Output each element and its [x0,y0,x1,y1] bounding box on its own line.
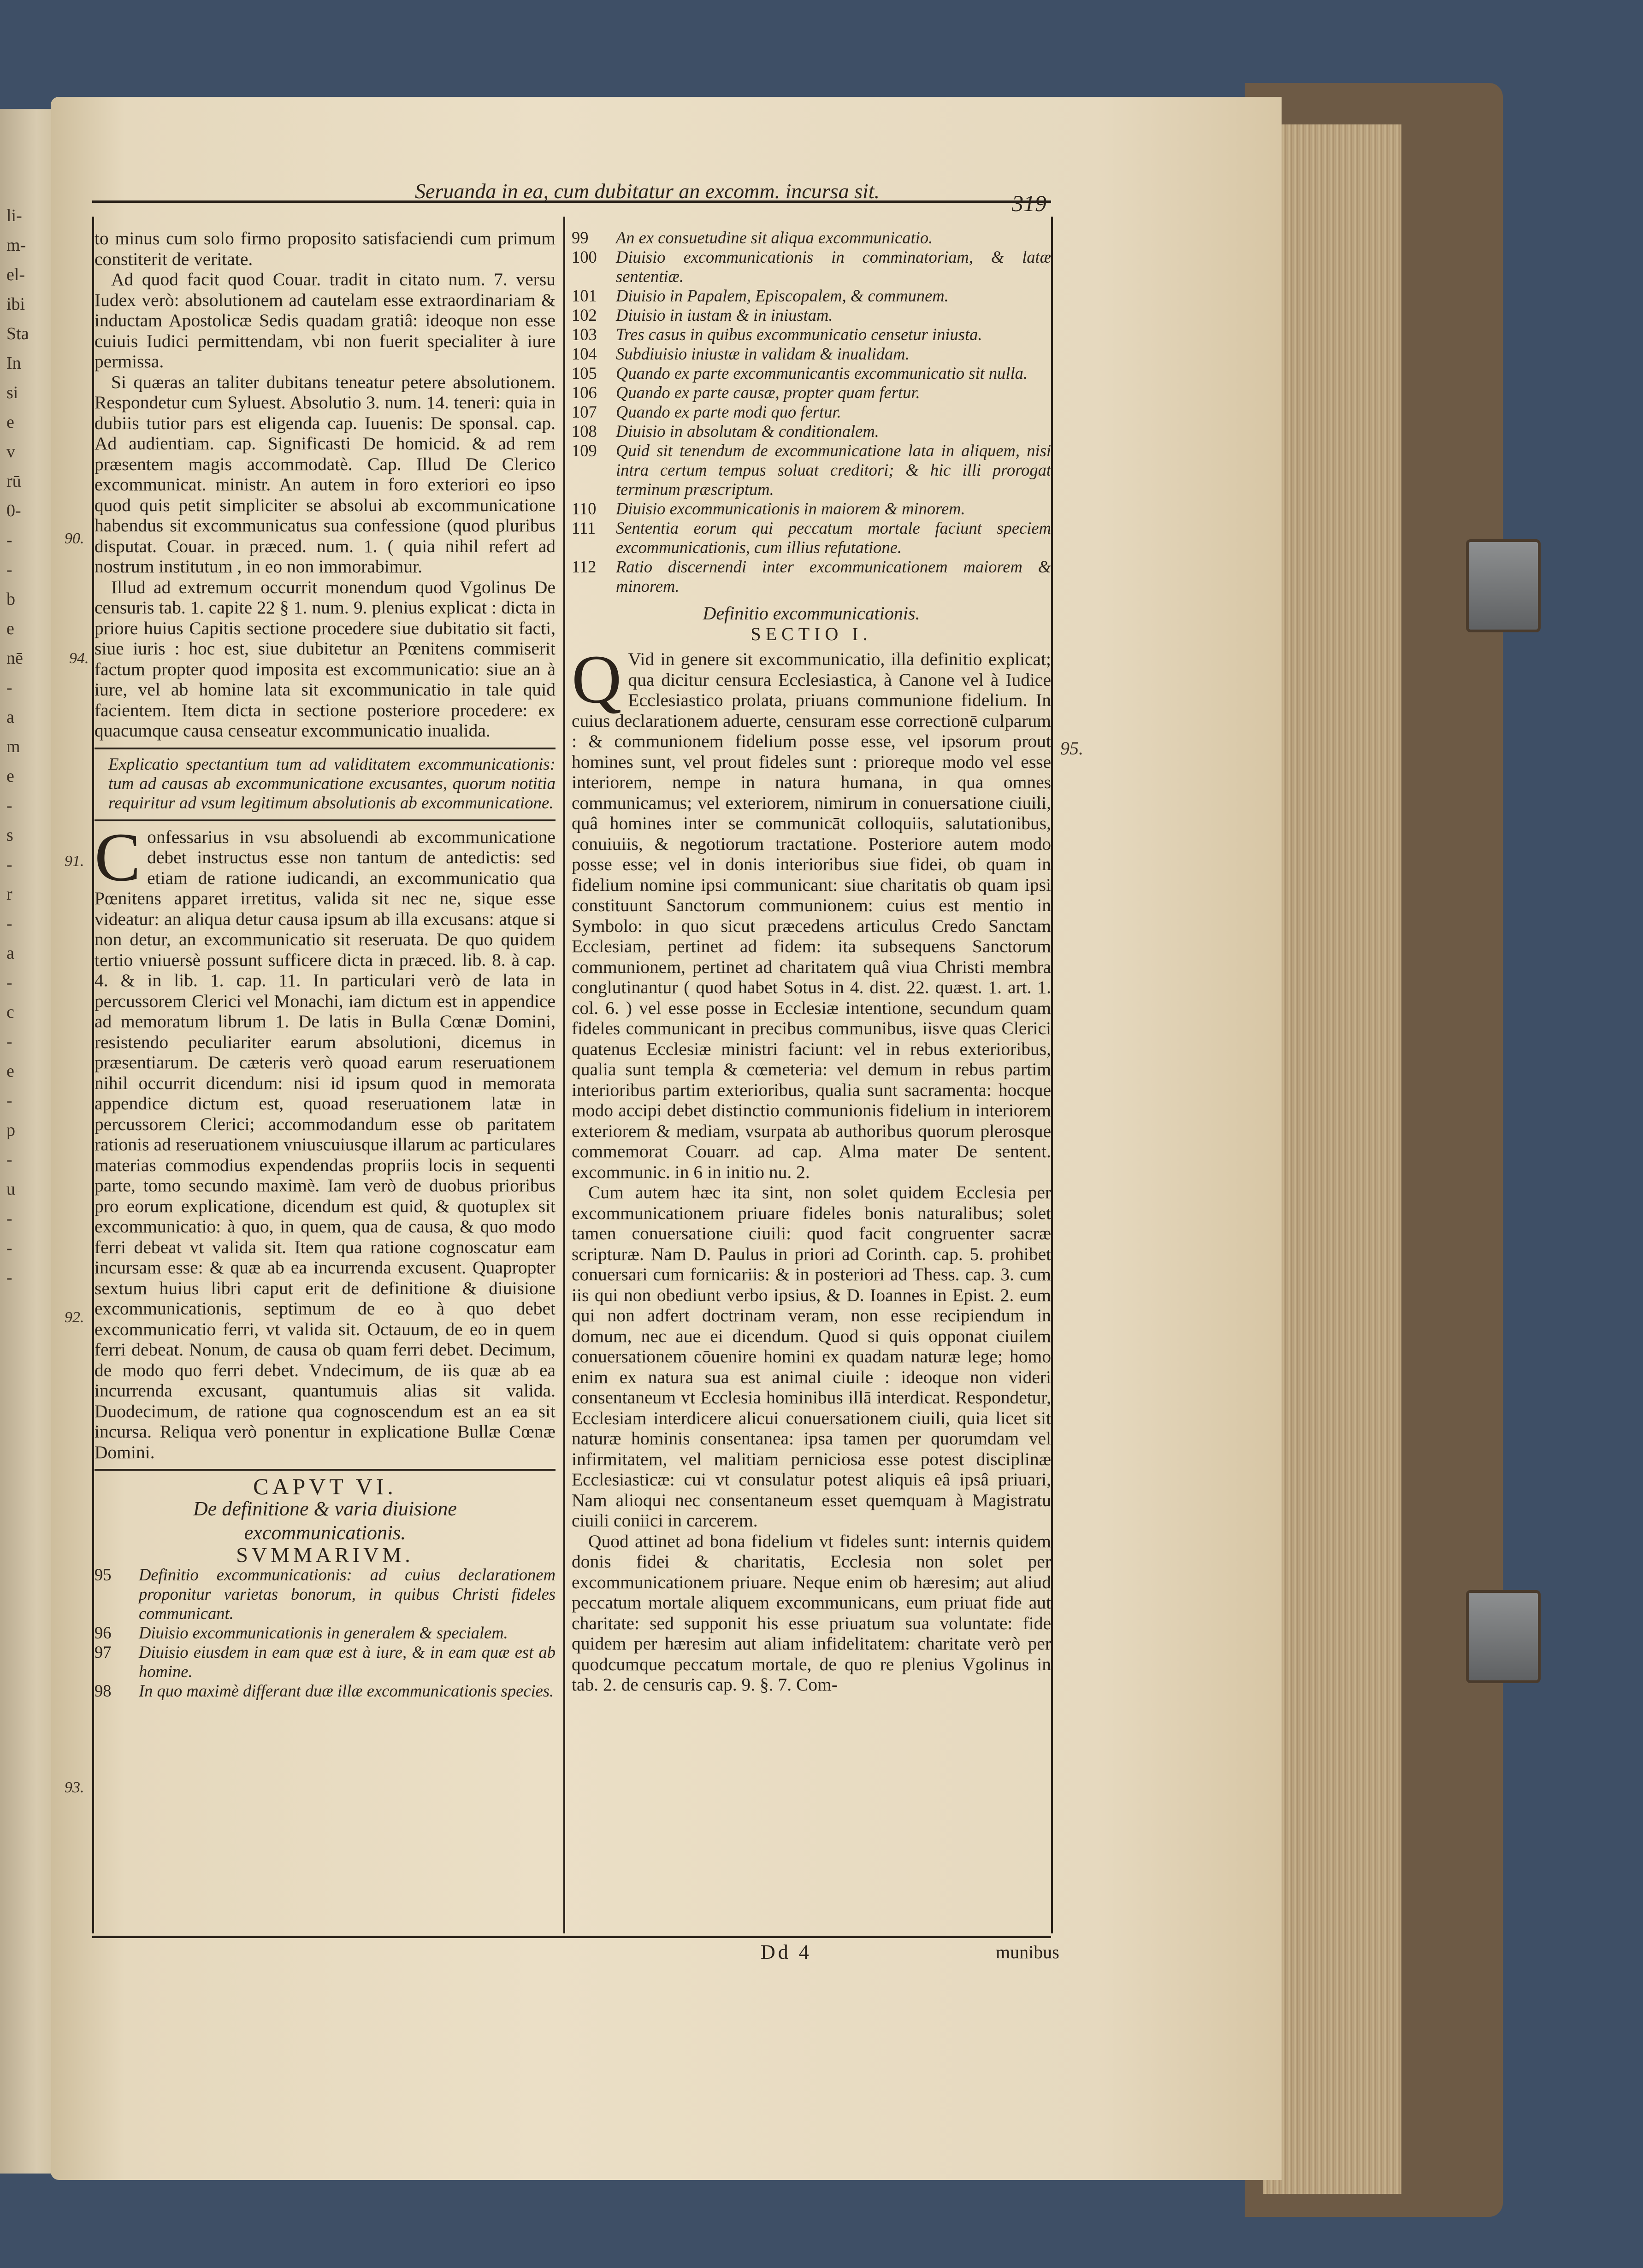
left-page-word: si [6,383,18,402]
paragraph: Si quæras an taliter dubitans teneatur petere absolutionem. Respondetur cum Syluest. Absolutio 3. num. 14. teneri: quia in dubiis tutior pars est eligenda cap. Iuuenis: De sponsal. cap. Ad audientiam. cap. Significasti De homicid. & ad rem præsentem magis accommodatè. Cap. Illud De Clerico excommunicat. ministr. An autem in foro exteriori eo ipso quod quis petit simpliciter se absolui ab excommunicatione habendus sit excommunicatus sua confessione (quod pluribus disputat. Couar. in præced. num. 1. ( quia nihil refert ad nostrum institutum , in eo non immorabimur. [95,371,556,577]
left-page-word: - [6,796,12,815]
left-page-word: m [6,737,20,756]
left-page-word: - [6,1209,12,1228]
frame-center-rule [563,217,565,1933]
summary-item [572,499,1051,518]
left-page-word: s [6,825,13,845]
summary-item-text: Diuisio in absolutam & conditionalem. [616,422,879,441]
summary-item-number: 105 [572,364,597,383]
paragraph-text: Vid in genere sit excommunicatio, illa definitio explicat; qua dicitur censura Ecclesiastica, à Canone vel à Iudice Ecclesiastico prolata, priuans communione fidelium. In cuius declarationem aduerte, censuram esse correctionē culparum : & communionem fidelium posse esse, vel ipsorum prout homines sunt, vel prout fideles sunt : prioreque modo vel esse interiorem, nempe in natura humana, in qua omnes communicamus; vel exteriorem, nimirum in conuersatione ciuili, quâ homines inter se communicāt colloquiis, salutationibus, conuiuiis, & negotiorum tractatione. Posteriore autem modo posse esse; vel in donis interioribus siue fidei, ob quam in fidelium nomine ipsi communicant: siue charitatis ob quam ipsi constituunt Sanctorum communionem: cuius est mentio in Symbolo: in quo sicut præcedens articulus Credo Sanctam Ecclesiam, pertinet ad fidem: ita subsequens Sanctorum communionem, pertinet ad charitatem quâ viua Christi membra conglutinantur ( quod habet Sotus in 4. dist. 22. quæst. 1. art. 1. col. 6. ) vel esse posse in Ecclesiæ intentione, secundum quam fideles communicant in precibus communibus, iisve quas Clerici quatenus Ecclesiæ ministri faciunt: vel in rebus exterioribus, qualia sunt templa & cœmeteria: vel demum in rebus partim interioribus partim exterioribus, qualia sunt sacramenta: hocque modo accipi debet distinctio communionis fidelium in interiorem exteriorem & mediam, vsurpata ab authoribus quorum plerosque commemorat Couarr. ad cap. Alma mater De sentent. excommunic. in 6 in initio nu. 2. [572,649,1051,1182]
summary-item-number: 112 [572,557,597,576]
paragraph: Illud ad extremum occurrit monendum quod Vgolinus De censuris tab. 1. capite 22 § 1. num. 9. plenius explicat : dicta in priore huius Capitis sectione procedere siue dubitatio sit facti, siue iuris : hoc est, siue dubitetur an Pœnitens commiserit factum propter quod imposita est excommunicatio: siue an à iure, vel ab homine lata sit excommunicatio in tale quid facientem. Item dicta in sectione posteriore procedere: ex quacumque causa censeatur excommunicatio inualida. [95,577,556,741]
left-page-text [6,201,53,1292]
left-page-word: r [6,884,12,904]
left-page-word: - [6,973,12,992]
divider [95,748,556,749]
left-page-word: - [6,914,12,933]
left-page-word: e [6,1061,14,1081]
summary-item-number: 108 [572,422,597,441]
summary-item-number: 96 [95,1623,112,1642]
frame-right-rule [1051,217,1053,1933]
summary-item [95,1623,556,1643]
left-page-word: rū [6,471,21,491]
summary-item [572,286,1051,306]
left-page-word: m- [6,236,26,255]
summary-item-number: 104 [572,344,597,363]
left-page-word: nē [6,648,23,668]
drop-cap: Q [572,641,622,718]
summary-item-text: Definitio excommunicationis: ad cuius declarationem proponitur varietas bonorum, in quibus Christi fideles communicant. [139,1565,556,1623]
margin-number-95: 95. [1060,738,1083,759]
summary-item-number: 98 [95,1681,112,1700]
left-page-word: v [6,442,15,461]
chapter-heading: CAPVT VI. [253,1473,397,1499]
left-page-word: b [6,589,15,609]
explicatio-heading: Explicatio spectantium tum ad validitatem excommunicationis: tum ad causas ab excommunicatione excusantes, quorum notitia requiritur ad vsum legitimum absolutionis ab excommunicatione. [108,754,556,813]
summary-item [572,518,1051,557]
frame-left-rule [92,217,94,1933]
paragraph-with-dropcap [572,641,1051,1182]
left-page-word: c [6,1002,14,1022]
left-page-word: In [6,353,21,373]
clasp-top [1466,539,1541,632]
paragraph-text: onfessarius in vsu absoluendi ab excommunicatione debet instructus esse non tantum de antedictis: sed etiam de ratione iudicandi, an excommunicatio qua Pœnitens apparet irretitus, valida sit nec ne, sique esse videatur: an aliqua detur causa ipsum ab illa excusans: atque si non detur, an excommunicatio sit reseruata. De quo quidem tertio vniuersè possunt sufficere dicta in præced. lib. 8. à cap. 4. & in lib. 1. cap. 11. In particulari verò de lata in percussorem Clerici vel Monachi, iam dictum est in appendice ad memoratum librum 1. De latis in Bulla Cœnæ Domini, resistendo peculiariter earum absolutioni, dicemus in præsentiarum. De cæteris verò quoad earum reseruationem nihil occurrit dicendum: nisi id ipsum quod in memorata appendice dictum est, quoad reseruationem latæ in percussorem Clerici; accommodandum esse ob paritatem rationis ad reseruationem vniuscuiusque illarum ac particulares materias commodius expendendas propriis locis in sequenti parte, tomo secundo maximè. Iam verò de duobus prioribus pro eorum explicatione, dicendum est quid, & quotuplex sit excommunicatio: à quo, in quem, qua de causa, & quo modo ferri debeat vt valida sit. Item qua ratione cognoscatur eam incursam esse: & quæ ab ea incurrenda excusent. Quapropter sextum huius libri caput erit de definitione & diuisione excommunicationis, septimum de eo à quo debet excommunicatio ferri, vt valida sit. Octauum, de eo in quem ferri debeat. Nonum, de causa ob quam ferri debet. Decimum, de modo quo ferri debet. Vndecimum, de iis quæ ab ea incurrenda excusant, quantumuis alias sit valida. Duodecimum, de ratione qua cognoscendum est an ea sit incursa. Reliqua verò ponentur in explicatione Bullæ Cœnæ Domini. [95,826,556,1462]
left-column [95,228,556,1701]
left-page-word: - [6,855,12,874]
summary-item-text: Sententia eorum qui peccatum mortale faciunt speciem excommunicationis, cum illius refutatione. [616,518,1051,557]
left-page-word: - [6,1238,12,1258]
summary-item-number: 95 [95,1565,112,1584]
summary-item [572,344,1051,364]
summary-item [572,441,1051,499]
summary-item-text: In quo maximè differant duæ illæ excommunicationis species. [139,1681,554,1700]
paragraph: Cum autem hæc ita sint, non solet quidem Ecclesia per excommunicationem priuare fideles bonis naturalibus; solet tamen conuersatione ciuili: quod facit congruenter sacræ scripturæ. Nam D. Paulus in priori ad Corinth. cap. 5. prohibet conuersari cum fornicariis: & in posteriori ad Thess. cap. 3. cum iis qui non obediunt verbo ipsius, & D. Ioannes in Epist. 2. eum qui non adfert doctrinam veram, non esse recipiendum in domum, nec aue ei dicendum. Quod si quis opponat ciuilem conuersationem cōuenire homini ex quadam naturæ lege; homo enim ex natura sua est animal ciuile : ideoque non videri consentaneum vt Ecclesia hominibus illā interdicat. Respondetur, Ecclesiam interdicere alicui conuersationem ciuili, quia licet sit naturæ hominis consentanea: ipsa tamen per quorumdam vel infirmitatem, vel malitiam perniciosa esse potest disciplinæ Ecclesiasticæ: cui vt consulatur potest aliquis eâ ipsâ priuari, Nam alioqui nec consentaneum esset quemquam à Magistratu ciuili coniici in carcerem. [572,1182,1051,1531]
clasp-bottom [1466,1590,1541,1683]
summary-item-number: 111 [572,518,596,537]
left-page-word: - [6,530,12,550]
summary-item-text: Quando ex parte excommunicantis excommunicatio sit nulla. [616,364,1028,383]
left-page-word: - [6,560,12,579]
summary-list [95,1565,556,1701]
summary-item [572,557,1051,596]
margin-number-91: 91. [65,853,84,870]
summarium-heading: SVMMARIVM. [236,1543,414,1567]
summary-item-text: Diuisio excommunicationis in comminatoriam, & latæ sententiæ. [616,247,1051,286]
drop-cap: C [95,819,141,895]
left-page-word: e [6,766,14,786]
paragraph-with-dropcap [95,819,556,1463]
summary-item-number: 110 [572,499,597,518]
margin-number-93: 93. [65,1779,84,1796]
summary-item-number: 106 [572,383,597,402]
margin-number-94: 94. [69,650,89,667]
summary-item [572,422,1051,441]
left-page-word: a [6,707,14,727]
summary-item [572,247,1051,286]
left-page-word: - [6,1150,12,1169]
catchword: munibus [996,1942,1059,1962]
summary-item-text: Diuisio in iustam & in iniustam. [616,306,833,324]
summary-item-text: An ex consuetudine sit aliqua excommunicatio. [616,228,933,247]
summary-item [572,364,1051,383]
summary-item [572,306,1051,325]
left-page-word: e [6,412,14,432]
signature-mark: Dd 4 [761,1941,812,1963]
left-page-word: - [6,1268,12,1287]
page-edges [1263,124,1401,2194]
sectio-heading: SECTIO I. [751,623,872,644]
summary-item-text: Tres casus in quibus excommunicatio censetur iniusta. [616,325,982,344]
summary-item-text: Quid sit tenendum de excommunicatione lata in aliquem, nisi intra certum tempus soluat creditori; & hic illi prorogat terminum præscriptum. [616,441,1051,499]
summary-item-number: 97 [95,1643,112,1661]
summary-item-text: Diuisio eiusdem in eam quæ est à iure, & in eam quæ est ab homine. [139,1643,556,1681]
divider [95,819,556,821]
definitio-heading: Definitio excommunicationis. [703,603,920,624]
summary-item-text: Quando ex parte modi quo fertur. [616,402,841,421]
left-page-word: - [6,678,12,697]
left-page-word: li- [6,206,22,225]
summary-item-text: Diuisio excommunicationis in generalem & specialem. [139,1623,508,1642]
summary-item-number: 103 [572,325,597,344]
paragraph: Quod attinet ad bona fidelium vt fideles sunt: internis quidem donis fidei & charitatis, Ecclesia non solet per excommunicationem priuare. Neque enim ob hæresim; aut aliud peccatum mortale aliquem excommunicans, eum priuat fide aut charitate: sed supponit his esse priuatum sua voluntate: fide quidem per hæresim aut aliam infidelitatem: charitate verò per quodcumque peccatum mortale, de quo re plenius Vgolinus in tab. 2. de censuris cap. 9. §. 7. Com- [572,1531,1051,1695]
margin-number-90: 90. [65,530,84,547]
left-page-word: ibi [6,295,25,314]
summary-item-text: Ratio discernendi inter excommunicationem maiorem & minorem. [616,557,1051,595]
summary-list [572,228,1051,596]
left-page-word: el- [6,265,25,284]
summary-item-number: 107 [572,402,597,421]
summary-item-text: Subdiuisio iniustæ in validam & inualidam. [616,344,910,363]
margin-number-92: 92. [65,1309,84,1326]
running-head: Seruanda in ea, cum dubitatur an excomm. incursa sit. [415,179,880,203]
summary-item-number: 102 [572,306,597,324]
left-page-word: u [6,1179,15,1199]
left-page-word: - [6,1091,12,1110]
summary-item-number: 100 [572,247,597,266]
summary-item [572,228,1051,247]
summary-item-text: Quando ex parte causæ, propter quam fertur. [616,383,920,402]
summary-item-text: Diuisio excommunicationis in maiorem & minorem. [616,499,965,518]
left-page-word: Sta [6,324,29,343]
paragraph: Ad quod facit quod Couar. tradit in citato num. 7. versu Iudex verò: absolutionem ad cautelam esse extraordinariam & inductam Apostolicæ Sedis quadam gratiâ: ideoque non esse cuiuis Iudici permittendam, vbi non fuerit specialiter à iure permissa. [95,269,556,371]
divider [95,1469,556,1471]
left-page-word: 0- [6,501,21,520]
summary-item-text: Diuisio in Papalem, Episcopalem, & communem. [616,286,949,305]
summary-item [572,325,1051,344]
chapter-title: De definitione & varia diuisione excommunicationis. [193,1497,457,1544]
left-page-word: p [6,1120,15,1140]
left-page-word: a [6,943,14,963]
left-page-word: - [6,1032,12,1051]
left-page-word: e [6,619,14,638]
summary-item-number: 109 [572,441,597,460]
summary-item-number: 99 [572,228,589,247]
paragraph: to minus cum solo firmo proposito satisfaciendi cum primum constiterit de veritate. [95,228,556,269]
summary-item [95,1643,556,1681]
summary-item [95,1681,556,1701]
summary-item [572,383,1051,402]
summary-item-number: 101 [572,286,597,305]
page-number: 319 [1012,190,1046,216]
summary-item [95,1565,556,1623]
right-column [572,228,1051,1695]
summary-item [572,402,1051,422]
